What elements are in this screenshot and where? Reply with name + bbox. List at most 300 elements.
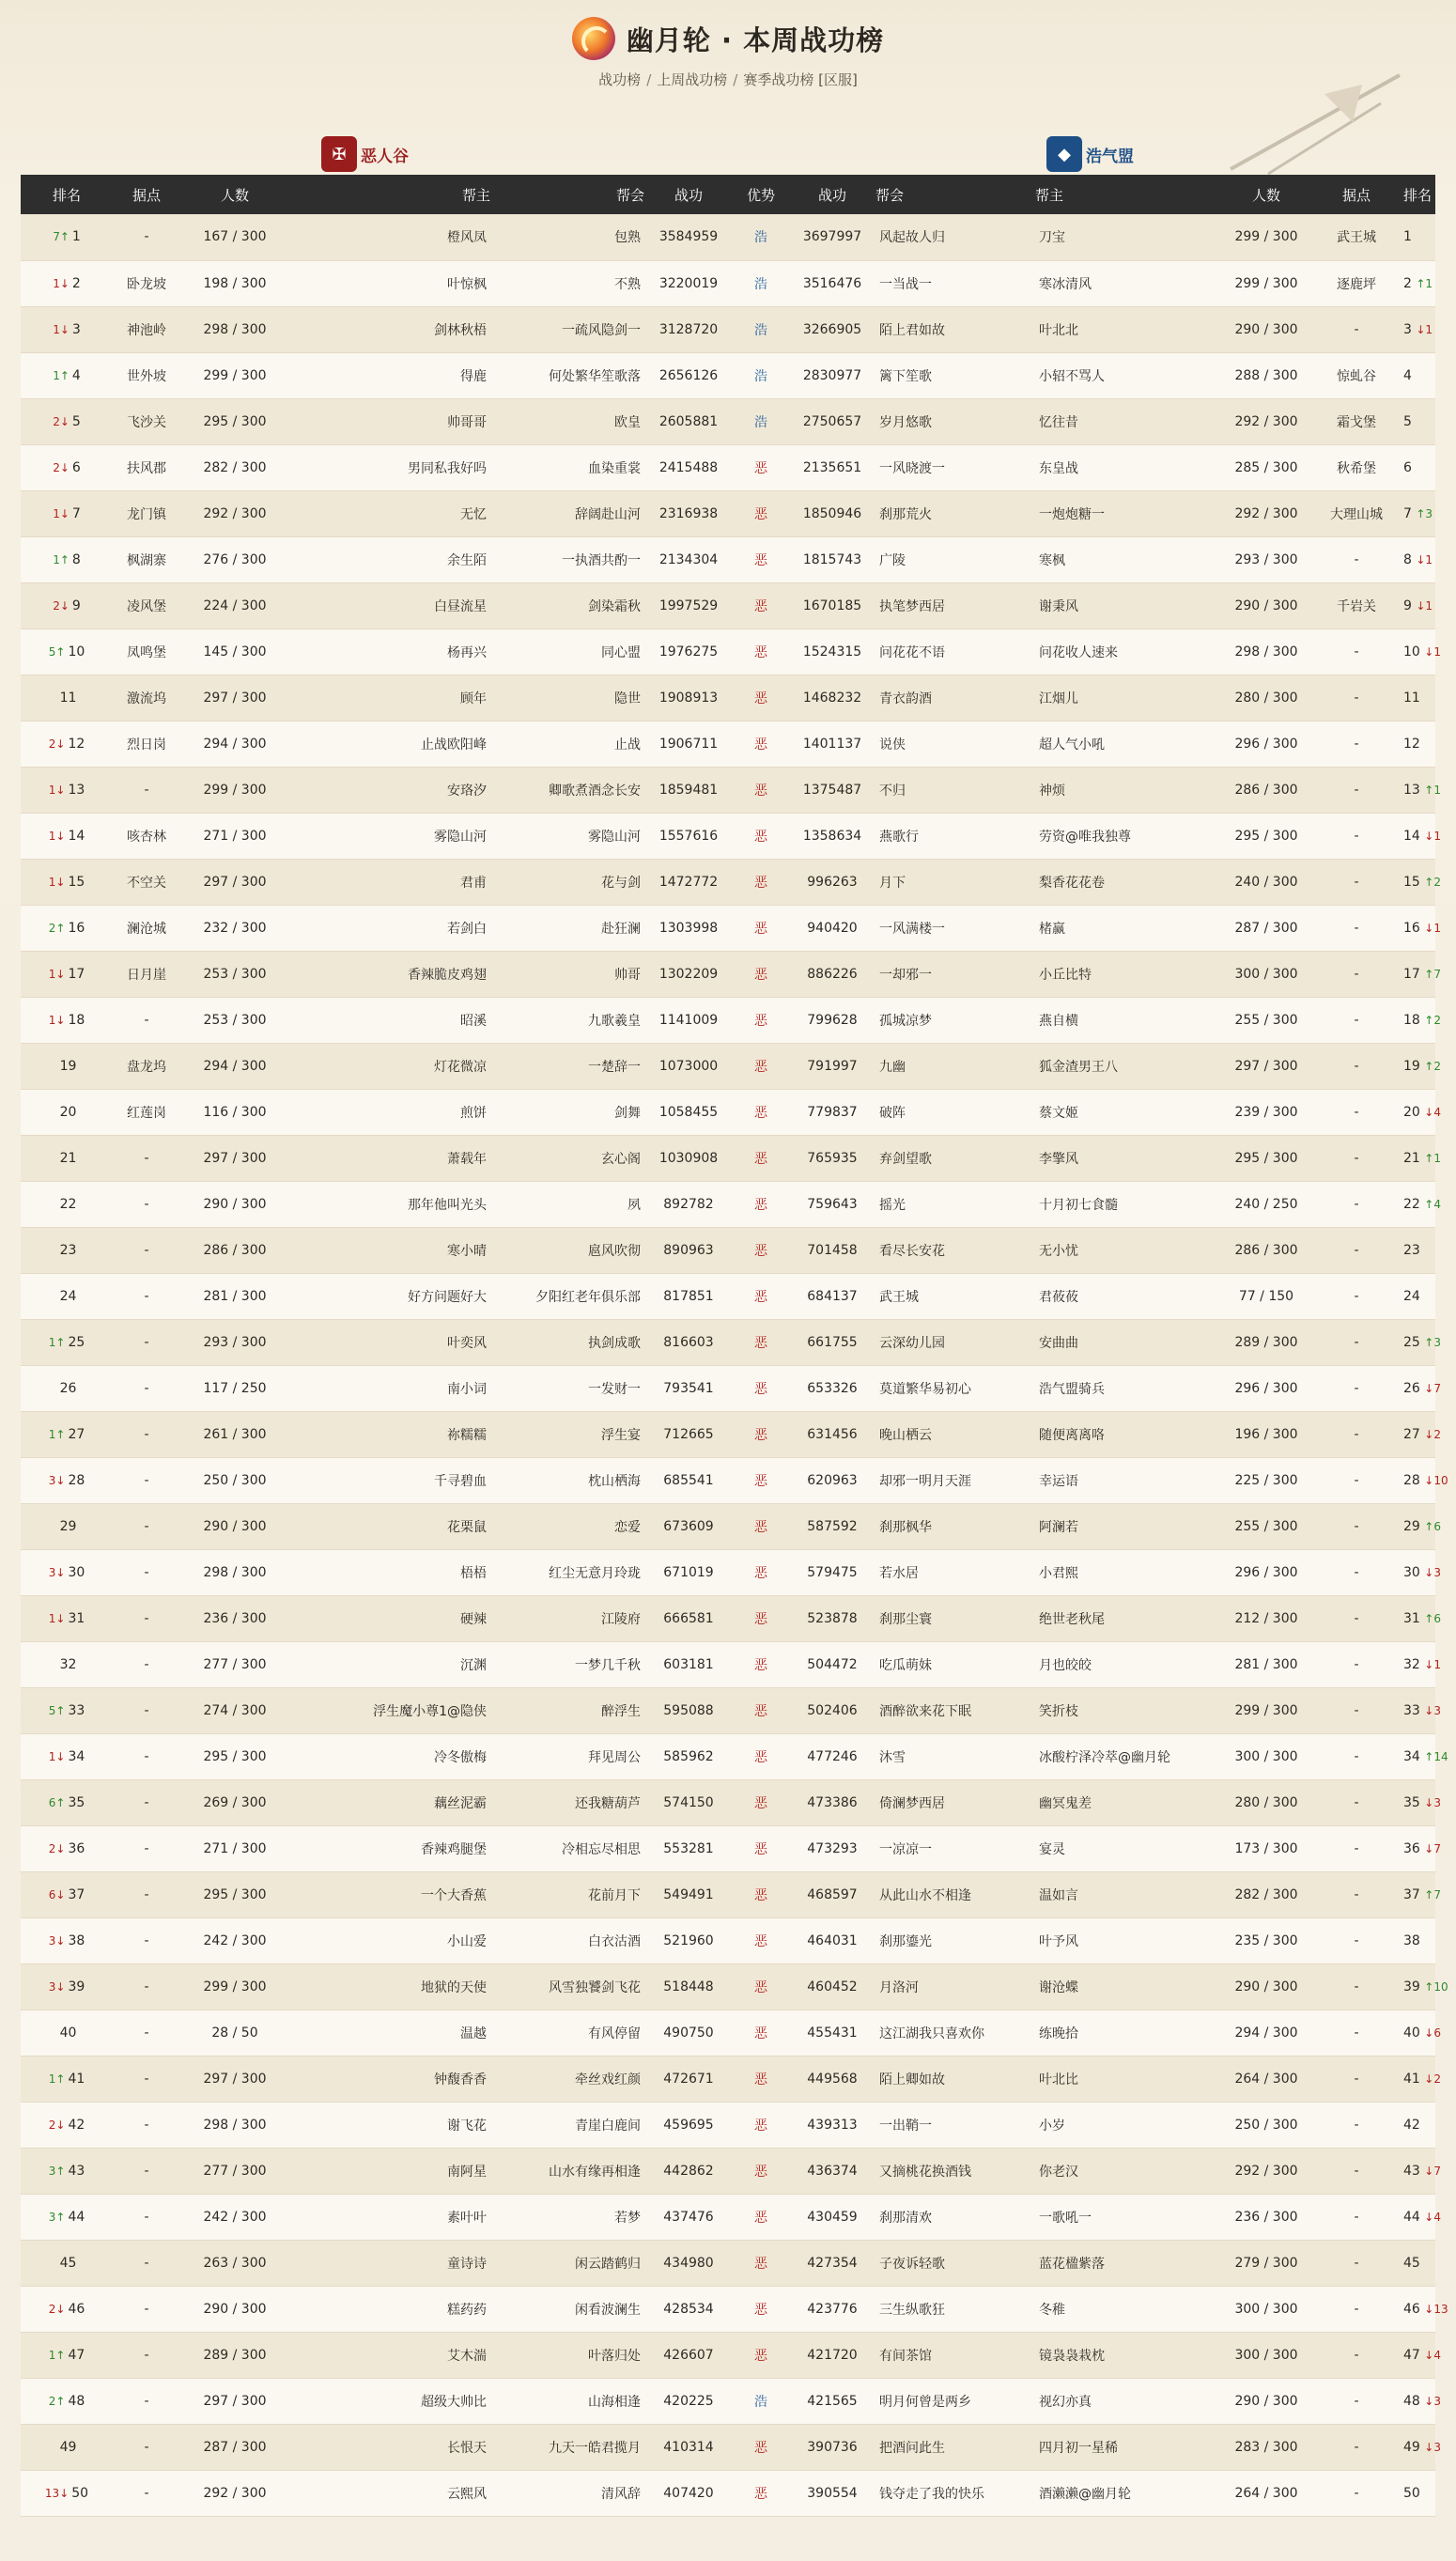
left-guild-cell (490, 1043, 644, 1089)
left-members-cell (180, 2332, 289, 2378)
right-merit-cell (789, 2194, 875, 2240)
left-rank: 44 (68, 2209, 85, 2225)
left-members-cell (180, 214, 289, 260)
right-guild: 武王城 (879, 1289, 919, 1305)
right-members: 295 / 300 (1234, 1150, 1298, 1166)
left-guild: 包熟 (614, 230, 641, 246)
left-members-cell (180, 2286, 289, 2332)
right-rank: 16 (1403, 920, 1420, 936)
right-stronghold-cell (1313, 1503, 1400, 1549)
right-rank-change: ↓1 (1416, 552, 1433, 567)
table-row (21, 2332, 1435, 2378)
left-members: 263 / 300 (203, 2255, 267, 2271)
right-rank: 17 (1403, 966, 1420, 982)
left-members-cell (180, 721, 289, 767)
right-guild-cell (875, 306, 1035, 352)
advantage-cell (733, 1825, 789, 1871)
right-leader: 叶予风 (1039, 1933, 1078, 1949)
right-rank-cell (1400, 1365, 1441, 1411)
right-members-cell (1219, 1779, 1313, 1825)
left-stronghold-cell (113, 2378, 180, 2424)
left-rank-cell (21, 2470, 113, 2516)
right-members-cell (1219, 629, 1313, 675)
right-rank-change: ↑1 (1424, 783, 1441, 797)
left-rank: 41 (68, 2071, 85, 2087)
advantage-badge: 恶 (754, 644, 767, 660)
right-guild-cell (875, 2102, 1035, 2148)
right-guild: 一当战一 (879, 276, 932, 292)
left-merit-cell (644, 398, 733, 444)
right-rank-cell (1400, 2102, 1435, 2148)
left-leader: 剑林秋梧 (434, 322, 487, 338)
left-merit: 1908913 (658, 690, 719, 706)
col-header-members-right[interactable]: 人数 (1251, 186, 1280, 204)
right-members-cell (1219, 997, 1313, 1043)
advantage-cell (733, 1457, 789, 1503)
left-rank-cell (21, 1089, 113, 1135)
right-leader-cell (1035, 2194, 1219, 2240)
right-stronghold-cell (1313, 2194, 1400, 2240)
left-merit: 666581 (663, 1610, 714, 1626)
left-merit: 1976275 (658, 644, 719, 660)
breadcrumb-weekly[interactable]: 战功榜 (598, 71, 642, 88)
right-rank-cell (1400, 1963, 1448, 2010)
col-header-guild-left[interactable]: 帮会 (615, 186, 644, 204)
right-members: 240 / 300 (1234, 874, 1298, 890)
left-rank-cell (21, 582, 113, 629)
left-guild: 一楚辞一 (588, 1059, 641, 1075)
ranking-table-body (21, 214, 1448, 2516)
left-rank-change: 1↑ (53, 552, 70, 567)
left-members-cell (180, 1273, 289, 1319)
right-leader-cell (1035, 997, 1219, 1043)
left-leader: 那年他叫光头 (408, 1197, 487, 1213)
right-merit-cell (789, 444, 875, 490)
right-stronghold-cell (1313, 1365, 1400, 1411)
left-merit-cell (644, 2332, 733, 2378)
advantage-badge: 恶 (754, 1243, 767, 1259)
left-merit-cell (644, 1963, 733, 2010)
left-stronghold-cell (113, 306, 180, 352)
right-members-cell (1219, 2286, 1313, 2332)
right-stronghold-cell (1313, 1135, 1400, 1181)
right-merit: 791997 (807, 1058, 858, 1074)
left-merit-cell (644, 629, 733, 675)
right-rank-change: ↑2 (1424, 1059, 1441, 1073)
left-leader: 香辣鸡腿堡 (421, 1841, 487, 1857)
table-row (21, 1733, 1435, 1779)
left-rank: 9 (71, 598, 81, 613)
left-guild: 醉浮生 (601, 1703, 641, 1719)
right-members-cell (1219, 767, 1313, 813)
right-rank-change: ↓3 (1424, 2394, 1441, 2408)
left-guild: 不熟 (614, 276, 641, 292)
left-members-cell (180, 951, 289, 997)
left-stronghold-cell (113, 675, 180, 721)
right-guild: 青衣韵酒 (879, 691, 932, 706)
right-leader: 神烦 (1039, 783, 1065, 799)
advantage-badge: 恶 (754, 1381, 767, 1397)
right-stronghold: - (1354, 1472, 1359, 1488)
left-stronghold: - (144, 1932, 149, 1948)
right-rank-change: ↓1 (1424, 921, 1441, 935)
right-rank-cell (1400, 767, 1441, 813)
left-leader-cell (289, 582, 490, 629)
right-members-cell (1219, 1549, 1313, 1595)
table-row (21, 490, 1435, 536)
right-guild-cell (875, 398, 1035, 444)
right-guild: 明月何曾是两乡 (879, 2394, 971, 2410)
right-leader: 蓝花楹紫落 (1039, 2256, 1105, 2272)
right-guild: 莫道繁华易初心 (879, 1381, 971, 1397)
right-stronghold-cell (1313, 767, 1400, 813)
right-leader-cell (1035, 1411, 1219, 1457)
col-header-rank-left[interactable]: 排名 (52, 186, 81, 204)
right-members-cell (1219, 905, 1313, 951)
left-members-cell (180, 1181, 289, 1227)
right-guild-cell (875, 2424, 1035, 2470)
right-guild-cell (875, 2056, 1035, 2102)
right-merit-cell (789, 1457, 875, 1503)
left-rank: 6 (71, 459, 81, 475)
left-rank: 38 (68, 1932, 85, 1948)
left-guild: 扈风吹彻 (588, 1243, 641, 1259)
left-members-cell (180, 1963, 289, 2010)
left-stronghold-cell (113, 1503, 180, 1549)
col-header-stronghold-left[interactable]: 据点 (132, 186, 161, 204)
left-leader: 云熙风 (447, 2486, 487, 2502)
right-rank: 29 (1403, 1518, 1420, 1534)
left-members-cell (180, 2240, 289, 2286)
right-guild: 云深幼儿园 (879, 1335, 945, 1351)
left-leader: 冷冬傲梅 (434, 1749, 487, 1765)
right-members: 255 / 300 (1234, 1518, 1298, 1534)
right-leader: 冰酸柠泽冷萃@幽月轮 (1039, 1749, 1170, 1765)
left-rank: 26 (59, 1380, 77, 1396)
left-rank: 20 (59, 1104, 77, 1120)
right-merit: 1468232 (802, 690, 862, 706)
left-rank: 13 (68, 782, 85, 798)
left-leader: 叶奕风 (447, 1335, 487, 1351)
right-members: 289 / 300 (1234, 1334, 1298, 1350)
left-leader-cell (289, 1549, 490, 1595)
col-header-advantage[interactable]: 优势 (746, 186, 775, 204)
right-stronghold-cell (1313, 306, 1400, 352)
right-guild-cell (875, 2286, 1035, 2332)
left-merit-cell (644, 1227, 733, 1273)
left-merit-cell (644, 1319, 733, 1365)
right-stronghold: - (1354, 1334, 1359, 1350)
right-merit-cell (789, 2148, 875, 2194)
left-guild: 浮生宴 (601, 1427, 641, 1443)
right-stronghold: 秋希堡 (1337, 460, 1376, 476)
left-leader: 雾隐山河 (434, 829, 487, 845)
left-rank: 3 (71, 321, 81, 337)
right-merit: 3266905 (802, 321, 862, 337)
col-header-members-left[interactable]: 人数 (220, 186, 249, 204)
left-merit: 1058455 (658, 1104, 719, 1120)
left-members: 116 / 300 (203, 1104, 267, 1120)
right-merit-cell (789, 2424, 875, 2470)
right-guild-cell (875, 629, 1035, 675)
right-leader: 寒冰清风 (1039, 276, 1092, 292)
left-rank-change: 13↓ (44, 2486, 70, 2500)
table-row (21, 352, 1435, 398)
advantage-badge: 浩 (754, 276, 767, 292)
col-header-rank-right[interactable]: 排名 (1402, 186, 1432, 204)
left-stronghold-cell (113, 1825, 180, 1871)
table-row (21, 2286, 1435, 2332)
left-merit: 434980 (663, 2255, 714, 2271)
left-guild-cell (490, 1871, 644, 1917)
left-guild: 一发财一 (588, 1381, 641, 1397)
right-merit: 1375487 (802, 782, 862, 798)
left-guild-cell (490, 675, 644, 721)
left-guild-cell (490, 2056, 644, 2102)
left-guild-cell (490, 1963, 644, 2010)
right-rank: 27 (1403, 1426, 1420, 1442)
left-members: 295 / 300 (203, 1886, 267, 1902)
left-stronghold-cell (113, 2470, 180, 2516)
left-rank: 4 (71, 367, 81, 383)
left-merit-cell (644, 997, 733, 1043)
left-members-cell (180, 1641, 289, 1687)
col-header-leader-right[interactable]: 帮主 (1035, 186, 1064, 204)
right-stronghold-cell (1313, 1457, 1400, 1503)
left-merit: 673609 (663, 1518, 714, 1534)
left-members: 250 / 300 (203, 1472, 267, 1488)
right-merit-cell (789, 1135, 875, 1181)
left-merit: 574150 (663, 1794, 714, 1810)
left-members: 253 / 300 (203, 966, 267, 982)
right-merit-cell (789, 260, 875, 306)
left-leader: 祢糯糯 (447, 1427, 487, 1443)
right-rank-change: ↓6 (1424, 2026, 1441, 2040)
left-members: 286 / 300 (203, 1242, 267, 1258)
right-stronghold-cell (1313, 1687, 1400, 1733)
left-rank-cell (21, 2240, 113, 2286)
left-rank: 24 (59, 1288, 77, 1304)
left-leader: 得鹿 (460, 368, 487, 384)
left-merit-cell (644, 2148, 733, 2194)
right-rank-cell (1400, 951, 1441, 997)
left-rank: 28 (68, 1472, 85, 1488)
right-guild-cell (875, 1043, 1035, 1089)
left-leader-cell (289, 1227, 490, 1273)
left-members-cell (180, 1917, 289, 1963)
table-row (21, 2378, 1435, 2424)
right-guild-cell (875, 951, 1035, 997)
left-guild-cell (490, 536, 644, 582)
right-leader-cell (1035, 767, 1219, 813)
table-row (21, 260, 1435, 306)
left-members-cell (180, 905, 289, 951)
right-guild: 三生纵歌狂 (879, 2302, 945, 2318)
right-merit-cell (789, 306, 875, 352)
right-members: 295 / 300 (1234, 828, 1298, 844)
right-stronghold: - (1354, 1518, 1359, 1534)
left-rank-change: 7↑ (53, 230, 70, 244)
right-rank-change: ↑3 (1416, 506, 1433, 520)
right-guild-cell (875, 813, 1035, 859)
left-leader-cell (289, 675, 490, 721)
left-rank-change: 6↓ (48, 1887, 66, 1901)
left-guild-cell (490, 721, 644, 767)
evil-valley-emblem-icon: ✠ (321, 136, 357, 172)
advantage-badge: 恶 (754, 2348, 767, 2364)
left-leader-cell (289, 905, 490, 951)
left-stronghold-cell (113, 1135, 180, 1181)
advantage-badge: 恶 (754, 552, 767, 568)
right-members: 282 / 300 (1234, 1886, 1298, 1902)
right-stronghold-cell (1313, 582, 1400, 629)
right-leader: 忆往昔 (1039, 414, 1078, 430)
breadcrumb-last-week[interactable]: 上周战功榜 (657, 71, 728, 88)
right-merit-cell (789, 2010, 875, 2056)
left-leader: 杨再兴 (447, 644, 487, 660)
right-rank-cell (1400, 2286, 1448, 2332)
right-stronghold-cell (1313, 536, 1400, 582)
right-stronghold-cell (1313, 1411, 1400, 1457)
right-stronghold: - (1354, 1058, 1359, 1074)
right-leader: 镜袅袅栽枕 (1039, 2348, 1105, 2364)
right-merit: 423776 (807, 2301, 858, 2317)
left-merit-cell (644, 2240, 733, 2286)
col-header-stronghold-right[interactable]: 据点 (1341, 186, 1371, 204)
right-rank: 39 (1403, 1979, 1420, 1994)
left-guild-cell (490, 1549, 644, 1595)
left-guild-cell (490, 490, 644, 536)
left-merit: 553281 (663, 1840, 714, 1856)
left-merit-cell (644, 1595, 733, 1641)
right-leader-cell (1035, 1273, 1219, 1319)
left-rank-cell (21, 997, 113, 1043)
right-guild: 一风晓渡一 (879, 460, 945, 476)
right-guild-cell (875, 1687, 1035, 1733)
right-guild-cell (875, 2470, 1035, 2516)
left-merit-cell (644, 444, 733, 490)
left-stronghold: - (144, 1886, 149, 1902)
col-header-merit-left[interactable]: 战功 (674, 186, 703, 204)
right-members: 196 / 300 (1234, 1426, 1298, 1442)
right-guild-cell (875, 444, 1035, 490)
right-leader: 温如言 (1039, 1887, 1078, 1903)
right-members-cell (1219, 260, 1313, 306)
left-stronghold: - (144, 2117, 149, 2133)
right-rank: 4 (1403, 367, 1412, 383)
right-merit-cell (789, 767, 875, 813)
right-stronghold-cell (1313, 1641, 1400, 1687)
right-leader-cell (1035, 306, 1219, 352)
right-guild-cell (875, 1641, 1035, 1687)
left-guild: 清风辞 (601, 2486, 641, 2502)
right-leader: 刀宝 (1039, 230, 1065, 246)
right-rank-cell (1400, 398, 1435, 444)
breadcrumb-season[interactable]: 赛季战功榜 [区服] (743, 71, 858, 88)
left-merit: 2415488 (658, 459, 719, 475)
right-rank: 22 (1403, 1196, 1420, 1212)
right-rank-cell (1400, 2056, 1441, 2102)
left-rank: 27 (68, 1426, 85, 1442)
right-leader-cell (1035, 2378, 1219, 2424)
right-rank-change: ↓1 (1424, 644, 1441, 659)
right-members-cell (1219, 1043, 1313, 1089)
right-rank: 8 (1403, 551, 1412, 567)
right-rank: 44 (1403, 2209, 1420, 2225)
left-leader-cell (289, 1043, 490, 1089)
left-merit-cell (644, 1917, 733, 1963)
left-guild: 欧皇 (614, 414, 641, 430)
left-guild: 冷相忘尽相思 (562, 1841, 641, 1857)
right-stronghold-cell (1313, 1227, 1400, 1273)
right-rank-cell (1400, 1825, 1441, 1871)
right-rank-change: ↓3 (1424, 1795, 1441, 1809)
right-rank-cell (1400, 675, 1435, 721)
left-guild: 闲看波澜生 (575, 2302, 641, 2318)
left-merit-cell (644, 260, 733, 306)
right-merit-cell (789, 2332, 875, 2378)
left-rank-cell (21, 951, 113, 997)
right-merit-cell (789, 1503, 875, 1549)
advantage-cell (733, 1871, 789, 1917)
left-members: 253 / 300 (203, 1012, 267, 1028)
right-merit: 684137 (807, 1288, 858, 1304)
right-members: 290 / 300 (1234, 321, 1298, 337)
left-members-cell (180, 1365, 289, 1411)
right-merit: 1670185 (802, 598, 862, 613)
right-leader: 劳资@唯我独尊 (1039, 829, 1131, 845)
right-merit: 779837 (807, 1104, 858, 1120)
col-header-leader-left[interactable]: 帮主 (461, 186, 490, 204)
right-rank-cell (1400, 2424, 1441, 2470)
left-rank: 8 (71, 551, 81, 567)
left-rank-cell (21, 1595, 113, 1641)
left-rank-cell (21, 2148, 113, 2194)
col-header-merit-right[interactable]: 战功 (817, 186, 846, 204)
col-header-guild-right[interactable]: 帮会 (875, 186, 905, 204)
left-leader: 藕丝泥霸 (434, 1795, 487, 1811)
right-guild-cell (875, 1779, 1035, 1825)
left-rank-change: 1↓ (53, 506, 70, 520)
right-members: 292 / 300 (1234, 505, 1298, 521)
right-merit: 701458 (807, 1242, 858, 1258)
left-merit-cell (644, 536, 733, 582)
right-members: 290 / 300 (1234, 2393, 1298, 2409)
right-leader-cell (1035, 2332, 1219, 2378)
right-guild: 又摘桃花换酒钱 (879, 2164, 971, 2180)
left-guild-cell (490, 1457, 644, 1503)
left-members: 297 / 300 (203, 690, 267, 706)
left-guild-cell (490, 1779, 644, 1825)
left-leader: 白昼流星 (434, 598, 487, 614)
right-rank-cell (1400, 1687, 1441, 1733)
left-leader-cell (289, 2470, 490, 2516)
left-guild: 隐世 (614, 691, 641, 706)
left-rank: 43 (68, 2163, 85, 2179)
right-merit-cell (789, 1963, 875, 2010)
table-row (21, 2148, 1435, 2194)
right-leader: 十月初七食髓 (1039, 1197, 1118, 1213)
advantage-cell (733, 1917, 789, 1963)
left-guild: 牵丝戏红颜 (575, 2072, 641, 2088)
left-merit-cell (644, 2470, 733, 2516)
left-guild: 帅哥 (614, 967, 641, 983)
left-leader-cell (289, 721, 490, 767)
right-leader-cell (1035, 2102, 1219, 2148)
left-rank-cell (21, 214, 113, 260)
left-rank-cell (21, 859, 113, 905)
right-stronghold-cell (1313, 859, 1400, 905)
